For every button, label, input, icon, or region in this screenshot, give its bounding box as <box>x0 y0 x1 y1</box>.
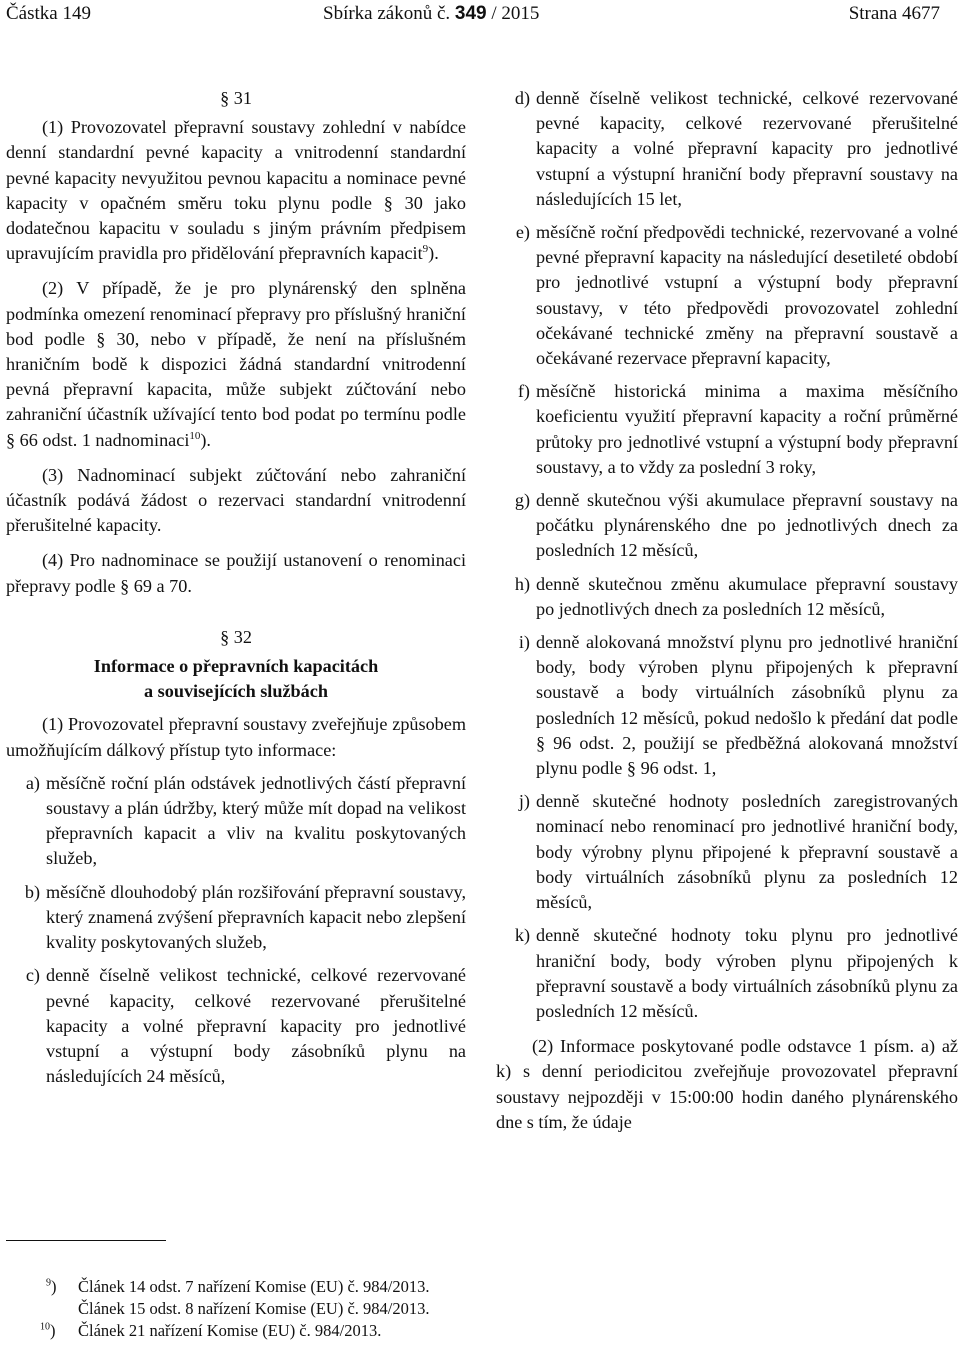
list-item-text: měsíčně historická minima a maxima měsíčního koeficientu využití přepravní kapacity a roční průměrné průtoky pro jednotlivé vstupní a výstupní body přepravní soustavy, a to vždy za poslední 3 roky, <box>536 381 958 477</box>
part-number: Částka 149 <box>6 3 91 24</box>
page-number: Strana 4677 <box>848 3 940 24</box>
list-item <box>496 572 958 622</box>
list-item-label: g) <box>514 490 530 511</box>
footnote-marker <box>40 1320 56 1342</box>
section-32-paragraph-1: (1) Provozovatel přepravní soustavy zveřejňuje způsobem umožňujícím dálkový přístup tyto informace: <box>6 714 466 760</box>
list-item <box>496 488 958 564</box>
list-item-label: b) <box>24 881 40 902</box>
list-item-text: denně skutečné hodnoty toku plynu pro jednotlivé hraniční body, body výroben plynu připojených k přepravní soustavě a body virtuálních zásobníků plynu za posledních 12 měsíců. <box>536 925 958 1021</box>
section-31-paragraph-1 <box>6 115 466 266</box>
section-31-paragraph-3: (3) Nadnominací subjekt zúčtování nebo zahraniční účastník podává žádost o rezervaci standardní vnitrodenní přerušitelné kapacity. <box>6 464 466 536</box>
list-item-text: denně skutečné hodnoty posledních zaregistrovaných nominací nebo renominací pro jednotlivé hraniční body, body výrobny plynu připojené k přepravní soustavě a body virtuálních zásobníků plynu za posledních 12 měsíců, <box>536 791 958 913</box>
right-column <box>496 86 958 1135</box>
footnote-9 <box>6 1276 429 1320</box>
list-item-label: h) <box>514 573 530 594</box>
list-item <box>6 963 466 1089</box>
list-item <box>496 86 958 212</box>
left-column <box>6 86 466 1089</box>
footnote-separator <box>6 1240 166 1241</box>
footnote-number: 9 <box>46 1277 51 1289</box>
list-item-text: měsíčně roční plán odstávek jednotlivých částí přepravní soustavy a plán údržby, který může mít dopad na velikost přepravních kapacit a vliv na kvalitu poskytovaných služeb, <box>46 772 466 869</box>
list-item <box>6 880 466 956</box>
list-item <box>496 923 958 1024</box>
list-item-text: denně číselně velikost technické, celkové rezervované pevné kapacity, celkové rezervované přerušitelné kapacity a volné přepravní kapacity pro jednotlivé vstupní a výstupní hraniční body přepravní soustavy na následujících 15 let, <box>536 88 958 209</box>
act-number: 349 <box>454 3 487 24</box>
list-item-text: měsíčně roční předpovědi technické, rezervované a volné pevné přepravní kapacity na následující desetileté období pro jednotlivé vstupní a výstupní body přepravní soustavy, v této předpovědi provozovatel zohlední očekávané technické změny na přepravní soustavě a očekávané rezervace přepravní kapacity, <box>536 222 958 369</box>
list-item-text: denně číselně velikost technické, celkové rezervované pevné kapacity, celkové rezervované přerušitelné kapacity a volné přepravní kapacity pro jednotlivé vstupní a výstupní body zásobníků plynu na následujících 24 měsíců, <box>46 965 466 1087</box>
footnote-10 <box>6 1320 429 1342</box>
list-item <box>496 220 958 371</box>
footnote-line: Článek 15 odst. 8 nařízení Komise (EU) č. 984/2013. <box>78 1299 430 1318</box>
section-32-title-line-1: Informace o přepravních kapacitách <box>93 656 379 677</box>
footnote-ref: 10 <box>189 429 201 442</box>
list-item-text: denně alokovaná množství plynu pro jednotlivé hraniční body, body výroben plynu připojených k přepravní soustavě a body virtuálních zásobníků plynu za posledních 12 měsíců, pokud nedošlo k předání dat podle § 96 odst. 2, použijí se předběžná alokovaná množství plynu podle § 96 odst. 1, <box>536 632 958 779</box>
act-year: / 2015 <box>491 3 540 24</box>
paragraph-text: (1) Provozovatel přepravní soustavy zohlední v nabídce denní standardní pevné kapacity a vnitrodenní standardní pevné kapacity nevyužitou pevnou kapacitu a nominace pevné kapacity v opačném směru toku plynu podle § 30 jako dodatečnou kapacitu v souladu s jiným právním předpisem upravujícím pravidla pro přidělování přepravních kapacit <box>6 117 466 264</box>
list-item-label: k) <box>514 925 530 946</box>
footnote-number: 10 <box>40 1321 50 1333</box>
paragraph-text: (2) V případě, že je pro plynárenský den splněna podmínka omezení renominací přepravy pro příslušný hraniční bod podle § 30, nebo v případě, že není na příslušném hraničním bodě k dispozici žádná standardní vnitrodenní pevná přepravní kapacita, může subjekt zúčtování nebo zahraniční účastník užívající tento bod podat po termínu podle § 66 odst. 1 nadnominaci <box>6 278 466 450</box>
page-header <box>0 3 960 31</box>
list-item-text: měsíčně dlouhodobý plán rozšiřování přepravní soustavy, který znamená zvýšení přepravních kapacit nebo zlepšení kvality poskytovaných služeb, <box>46 881 466 953</box>
footnote-line: Článek 14 odst. 7 nařízení Komise (EU) č. 984/2013. <box>78 1277 430 1296</box>
footnote-ref: 9 <box>422 243 429 256</box>
list-item-label: i) <box>518 632 530 653</box>
paragraph-end: ). <box>200 429 211 450</box>
footnote-marker <box>46 1276 57 1298</box>
list-item-label: f) <box>517 381 530 402</box>
footnote-paren: ) <box>50 1321 56 1340</box>
list-item <box>496 630 958 781</box>
list-item <box>6 771 466 872</box>
collection-prefix: Sbírka zákonů č. <box>323 3 451 24</box>
list-item <box>496 789 958 915</box>
section-31-heading: § 31 <box>220 88 252 108</box>
list-item-text: denně skutečnou výši akumulace přepravní soustavy na počátku plynárenského dne po jednotlivých dnech za posledních 12 měsíců, <box>536 490 958 561</box>
section-32-paragraph-2: (2) Informace poskytované podle odstavce 1 písm. a) až k) s denní periodicitou zveřejňuje provozovatel přepravní soustavy nejpozději v 15:00:00 hodin daného plynárenského dne s tím, že údaje <box>496 1036 958 1132</box>
footnotes <box>6 1276 429 1342</box>
list-item-label: d) <box>514 88 530 108</box>
list-item-text: denně skutečnou změnu akumulace přepravní soustavy po jednotlivých dnech za posledních 12 měsíců, <box>536 573 958 619</box>
footnote-paren: ) <box>51 1277 57 1296</box>
section-31-paragraph-4: (4) Pro nadnominace se použijí ustanovení o renominaci přepravy podle § 69 a 70. <box>6 550 466 596</box>
list-item-label: a) <box>25 772 40 793</box>
list-item-label: e) <box>515 222 530 243</box>
list-item <box>496 379 958 480</box>
collection-reference <box>323 3 539 25</box>
section-31-paragraph-2 <box>6 276 466 452</box>
section-32-title-line-2: a souvisejících službách <box>144 681 328 702</box>
footnote-line: Článek 21 nařízení Komise (EU) č. 984/2013. <box>78 1321 382 1340</box>
list-item-label: j) <box>518 791 530 812</box>
list-item-label: c) <box>25 965 40 986</box>
paragraph-end: ). <box>428 243 439 264</box>
section-32-heading: § 32 <box>220 626 252 647</box>
